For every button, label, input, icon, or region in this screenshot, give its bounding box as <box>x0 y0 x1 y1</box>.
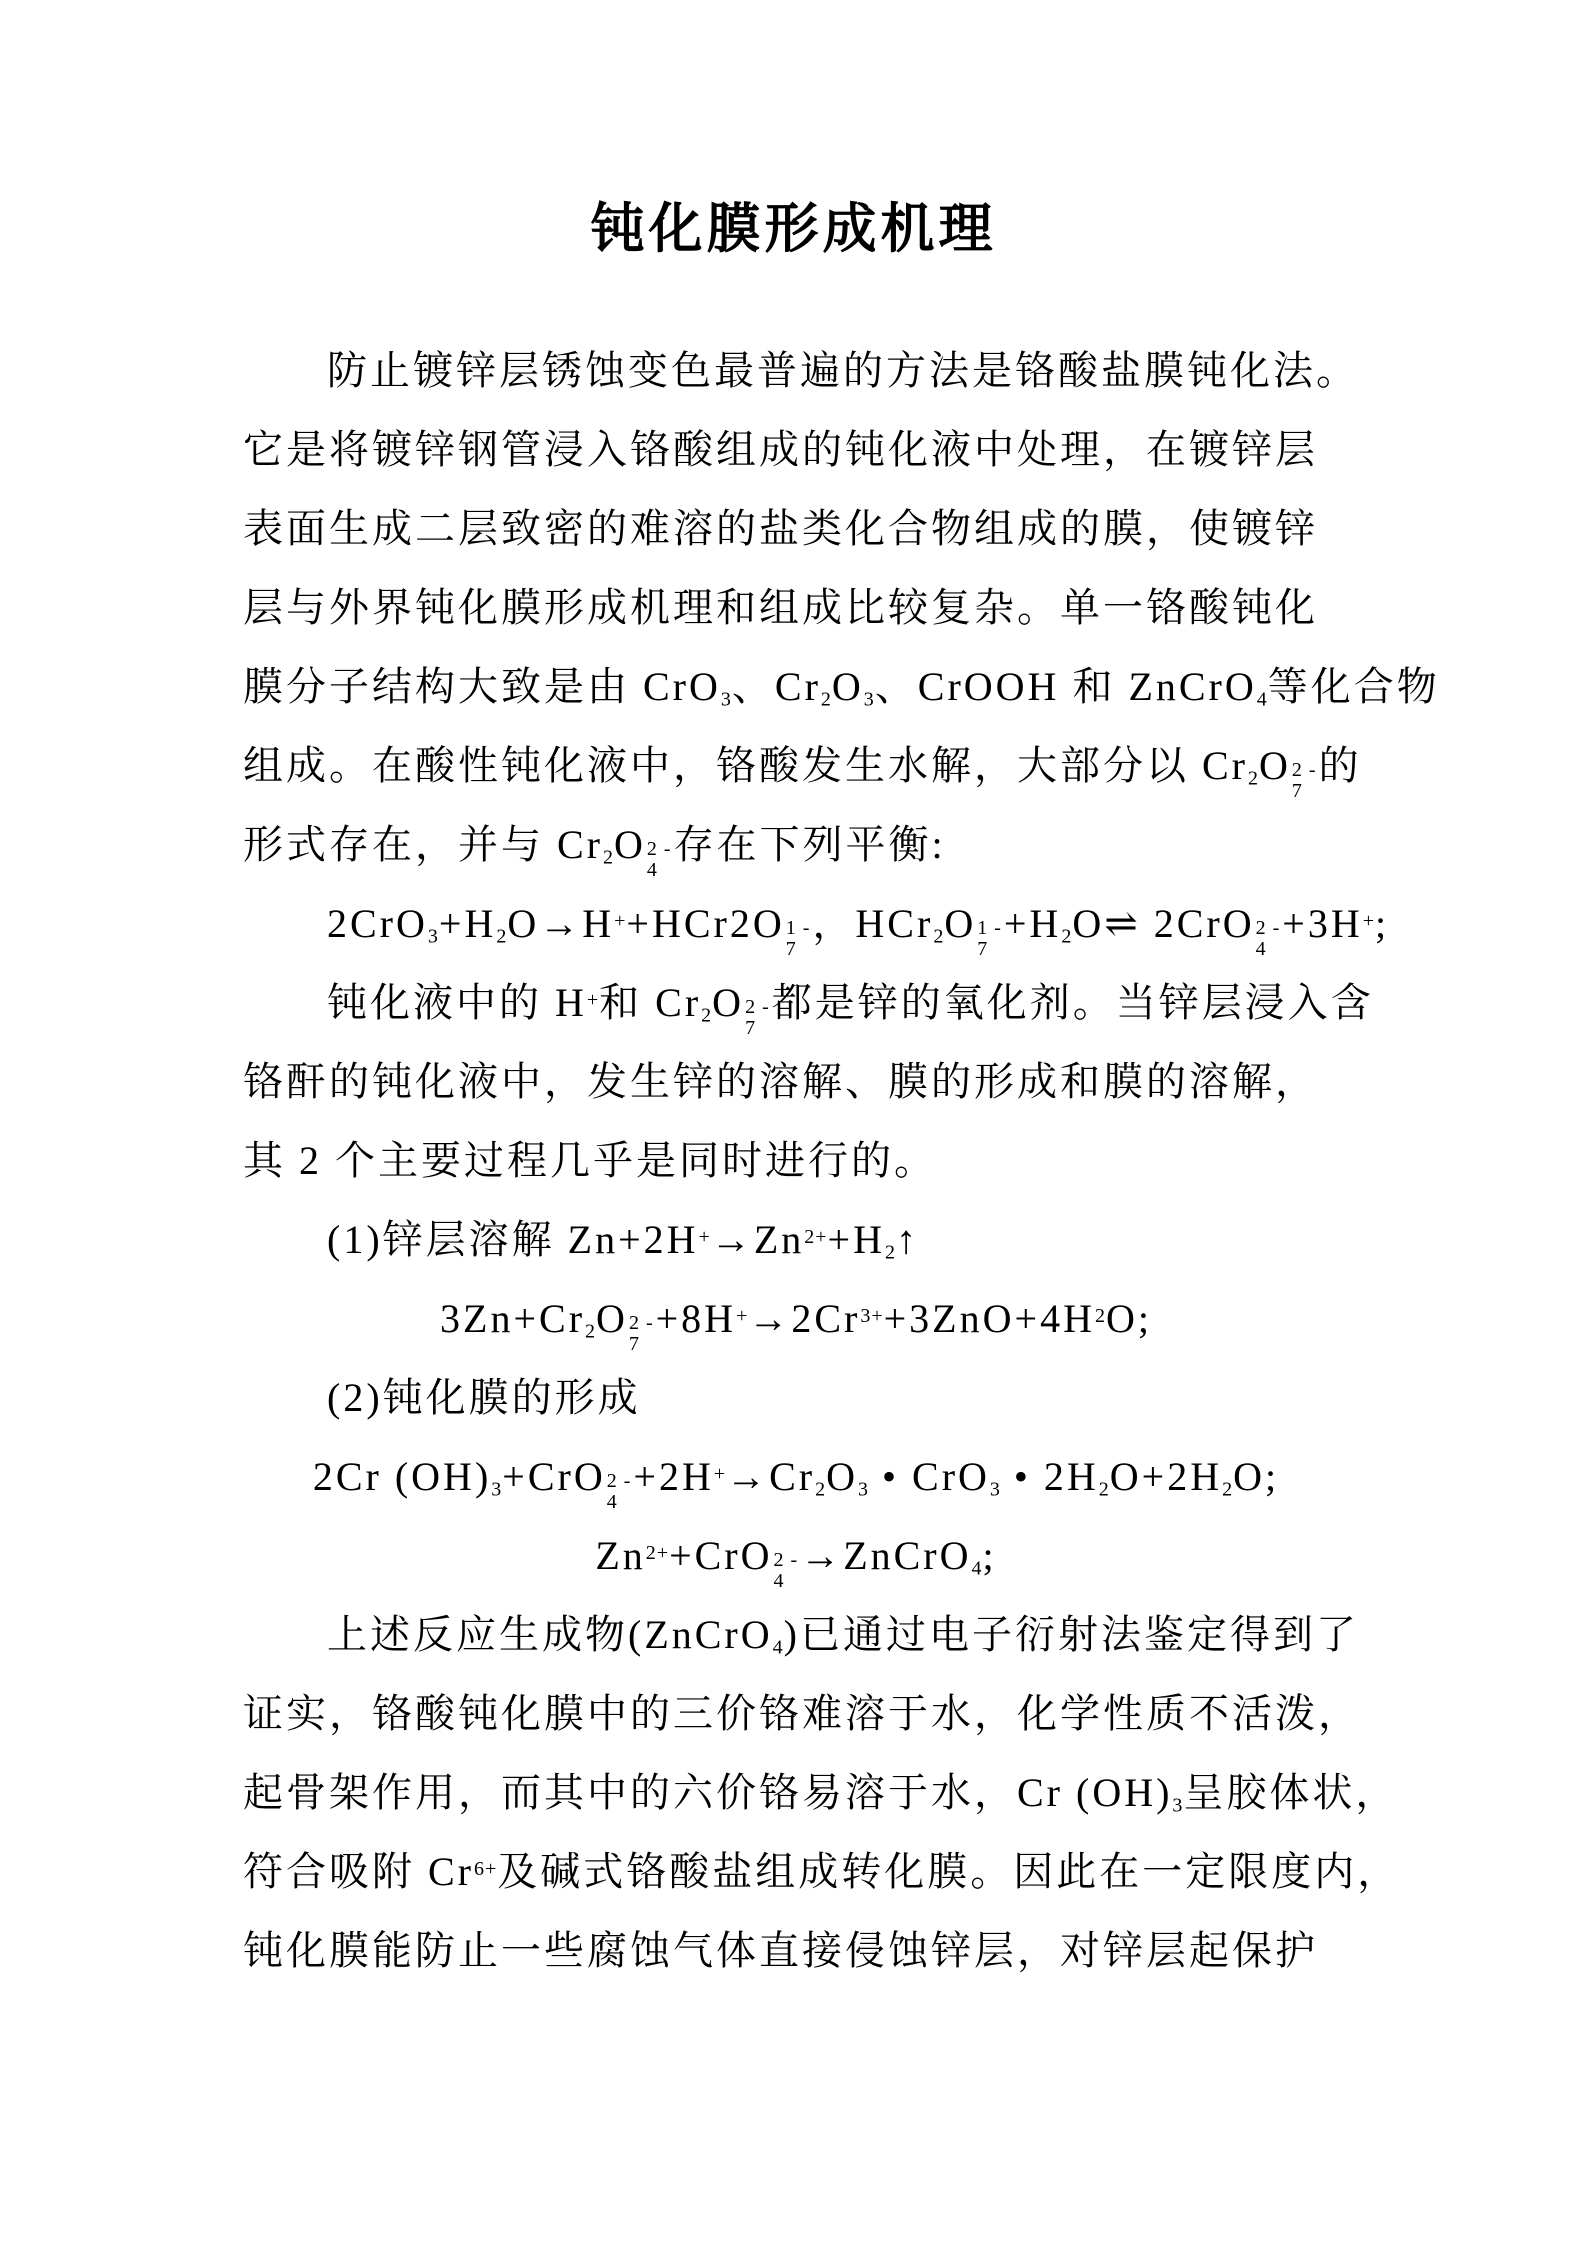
text-line-6: 组成。在酸性钝化液中，铬酸发生水解，大部分以 $Cr_2O$ 2 - 7 的 <box>243 743 1362 803</box>
text-line-21: 钝化膜能防止一些腐蚀气体直接侵蚀锌层，对锌层起保护 <box>243 1928 1318 1973</box>
text-line-7: 形式存在，并与 $Cr_2O$ 2 - 4 存在下列平衡: <box>243 822 946 882</box>
text-line-2: 它是将镀锌钢管浸入铬酸组成的钝化液中处理，在镀锌层 <box>243 427 1318 472</box>
document-body <box>243 331 1440 1990</box>
stacked-script: 2 - 4 <box>773 1549 799 1593</box>
text-line-3: 表面生成二层致密的难溶的盐类化合物组成的膜，使镀锌 <box>243 506 1318 551</box>
text-line-12: (1)锌层溶解 $Zn+2H^+\to Zn^{2+}+H_2↑$ <box>327 1217 919 1264</box>
text-line-1: 防止镀锌层锈蚀变色最普遍的方法是铬酸盐膜钝化法。 <box>327 348 1359 393</box>
text-line-16: $Zn^{2+}+CrO$ 2 - 4 →ZnCrO$_4$; <box>595 1533 997 1593</box>
text-line-14: (2)钝化膜的形成 <box>327 1375 641 1420</box>
stacked-script: 1 - 7 <box>785 917 811 961</box>
stacked-script: 2 - 4 <box>646 838 672 882</box>
text-line-13: $3Zn+Cr_2O$ 2 - 7 $+8H^+\to 2Cr^{3+}+3ZnO+4H^2O$; <box>440 1296 1152 1356</box>
text-line-8: $2CrO_3+H_2O\to H^++HCr2O$ 1 - 7 ，HCr$_2$O 1 - 7 $+H_2O\rightleftharpoons$ 2CrO 2 - 4 +3H+; <box>327 901 1390 961</box>
text-line-5: 膜分子结构大致是由 CrO$_3$、$Cr_2O_3$、CrOOH 和 ZnCrO$_4$等化合物 <box>243 664 1440 711</box>
stacked-script: 2 - 7 <box>745 996 770 1040</box>
stacked-script: 2 - 7 <box>628 1312 654 1356</box>
stacked-script: 2 - 7 <box>1291 759 1317 803</box>
text-line-15: 2Cr $(OH)_3+CrO$ 2 - 4 $+2H^+\to Cr_2O_3$ • CrO$_3$ • $2H_2O+2H_2O$; <box>312 1454 1280 1514</box>
text-line-4: 层与外界钝化膜形成机理和组成比较复杂。单一铬酸钝化 <box>243 585 1318 630</box>
text-line-10: 铬酐的钝化液中，发生锌的溶解、膜的形成和膜的溶解， <box>243 1059 1318 1104</box>
text-line-18: 证实，铬酸钝化膜中的三价铬难溶于水，化学性质不活泼， <box>243 1691 1361 1736</box>
text-line-11: 其 2 个主要过程几乎是同时进行的。 <box>243 1138 937 1183</box>
text-line-19: 起骨架作用，而其中的六价铬易溶于水，Cr $(OH)_3$呈胶体状， <box>243 1770 1399 1817</box>
text-line-17: 上述反应生成物(ZnCrO$_4$)已通过电子衍射法鉴定得到了 <box>327 1612 1359 1659</box>
text-line-9: 钝化液中的 H+和 $Cr_2O$ 2 - 7 都是锌的氧化剂。当锌层浸入含 <box>327 980 1374 1040</box>
stacked-script: 2 - 4 <box>1255 917 1281 961</box>
stacked-script: 1 - 7 <box>977 917 1002 961</box>
stacked-script: 2 - 4 <box>606 1470 632 1514</box>
document-title: 钝化膜形成机理 <box>590 199 997 259</box>
text-line-20: 符合吸附 $Cr^{6+}$及碱式铬酸盐组成转化膜。因此在一定限度内， <box>243 1849 1401 1894</box>
